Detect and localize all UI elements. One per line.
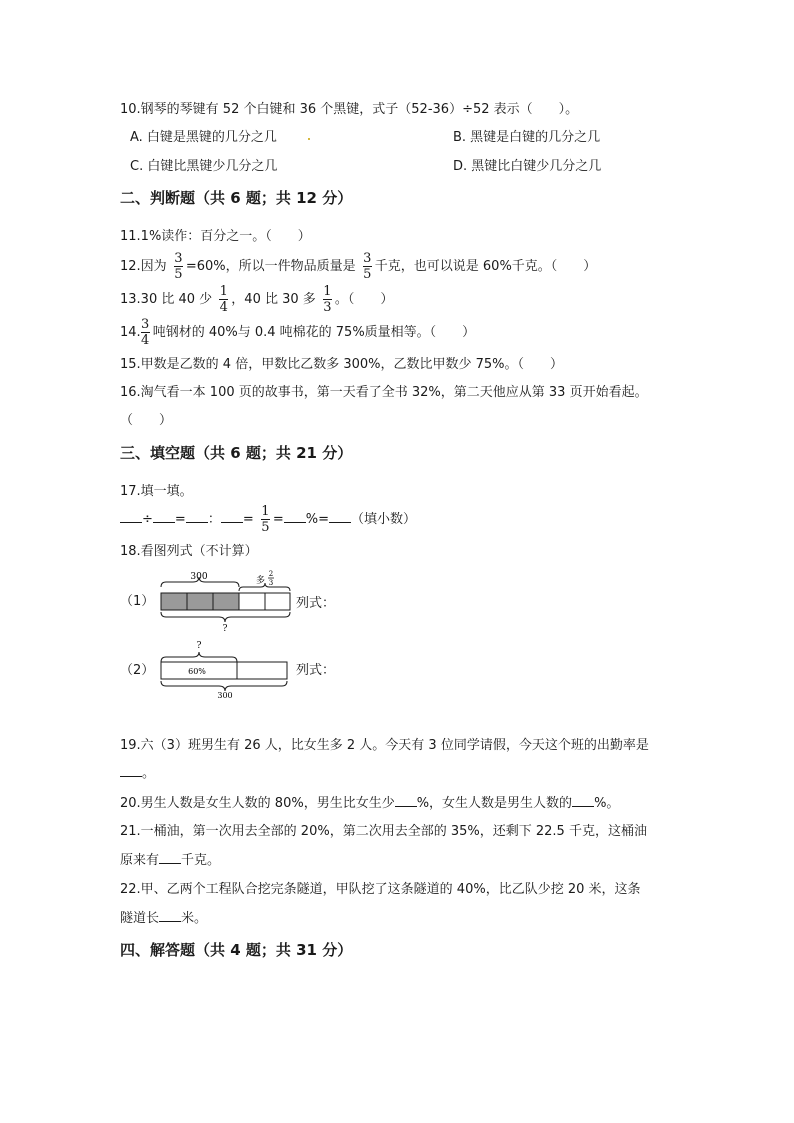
q13-text-c: 。（ ） — [334, 292, 394, 307]
q14 — [120, 318, 475, 348]
q20-text-a: 20.男生人数是女生人数的 80%，男生比女生少 — [120, 796, 395, 811]
diagram1-more-frac-den: 3 — [268, 579, 274, 587]
q19-blank — [120, 764, 142, 777]
q18-diagram-2 — [155, 638, 295, 700]
q17-colon: ： — [207, 512, 221, 527]
diagram2-top-brace — [161, 652, 237, 662]
q17-eq-2: = — [242, 512, 254, 527]
section3-title: 三、填空题（共 6 题；共 21 分） — [120, 444, 353, 462]
q10-option-d: D. 黑键比白键少几分之几 — [453, 159, 602, 174]
q14-text-a: 14. — [120, 325, 141, 340]
q19-line2 — [120, 764, 155, 784]
diagram1-more-frac-num: 2 — [268, 570, 274, 578]
q17-blank-2 — [153, 510, 175, 523]
q17-fraction — [261, 505, 270, 534]
diagram2-percent-label: 60% — [188, 667, 206, 676]
q17-frac-num: 1 — [261, 504, 270, 519]
q12-frac1-num: 3 — [174, 251, 183, 266]
q11: 11.1%读作：百分之一。（ ） — [120, 229, 311, 244]
q12-text-a: 12.因为 — [120, 259, 167, 274]
q12-fraction-2 — [363, 252, 372, 281]
q12-frac2-den: 5 — [363, 267, 372, 282]
q18-p1-label: （1） — [120, 594, 155, 609]
q13 — [120, 285, 393, 315]
q10-stem: 10.钢琴的琴键有 52 个白键和 36 个黑键，式子（52-36）÷52 表示（ ）。 — [120, 102, 579, 117]
q20-blank-2 — [572, 794, 594, 807]
q18-p1-formula-label: 列式： — [296, 596, 336, 611]
q12 — [120, 252, 596, 282]
section4-title: 四、解答题（共 4 题；共 31 分） — [120, 941, 353, 959]
q13-fraction-1 — [219, 285, 228, 314]
diagram1-question-mark: ? — [222, 624, 228, 634]
q10-option-a: A. 白键是黑键的几分之几 — [130, 130, 277, 145]
q21-line2 — [120, 851, 220, 871]
diagram1-shaded-bar — [161, 593, 239, 610]
q19-end: 。 — [142, 766, 156, 781]
q18-p2-formula-label: 列式： — [296, 663, 336, 678]
q13-text-a: 13.30 比 40 少 — [120, 292, 213, 307]
q14-frac-den: 4 — [141, 333, 150, 348]
q16-line2: （ ） — [120, 413, 173, 428]
diagram2-bottom-value: 300 — [217, 691, 233, 700]
q21-text-a: 原来有 — [120, 853, 160, 868]
q22-text-b: 米。 — [181, 911, 208, 926]
q13-text-b: ，40 比 30 多 — [231, 292, 316, 307]
stray-dot — [308, 138, 310, 140]
q10-option-b: B. 黑键是白键的几分之几 — [453, 130, 601, 145]
q17-eq-3: = — [272, 512, 284, 527]
q13-fraction-2 — [323, 285, 332, 314]
q14-fraction — [141, 318, 150, 347]
q22-text-a: 隧道长 — [120, 911, 160, 926]
q10-option-c: C. 白键比黑键少几分之几 — [130, 159, 278, 174]
diagram2-bottom-brace — [161, 681, 287, 691]
q12-frac2-num: 3 — [363, 251, 372, 266]
q12-text-b: =60%，所以一件物品质量是 — [185, 259, 356, 274]
diagram1-top-value: 300 — [190, 572, 208, 582]
q18-p2-label: （2） — [120, 663, 155, 678]
q19-line1: 19.六（3）班男生有 26 人，比女生多 2 人。今天有 3 位同学请假，今天这个班的出勤率是 — [120, 738, 649, 753]
q14-text-b: 吨钢材的 40%与 0.4 吨棉花的 75%质量相等。（ ） — [152, 325, 476, 340]
q21-blank — [159, 851, 181, 864]
q21-text-b: 千克。 — [181, 853, 221, 868]
q15: 15.甲数是乙数的 4 倍，甲数比乙数多 300%，乙数比甲数少 75%。（ ） — [120, 357, 564, 372]
q22-line2 — [120, 909, 207, 929]
q17-blank-5 — [284, 510, 306, 523]
q17-pct: %= — [305, 512, 330, 527]
q12-fraction-1 — [174, 252, 183, 281]
q14-frac-num: 3 — [141, 317, 150, 332]
q17-eq-1: = — [174, 512, 186, 527]
q17-blank-6 — [329, 510, 351, 523]
q13-frac1-num: 1 — [219, 284, 228, 299]
diagram1-more-label: 多 — [256, 576, 266, 586]
q20-text-c: %。 — [594, 796, 620, 811]
q22-line1: 22.甲、乙两个工程队合挖完条隧道，甲队挖了这条隧道的 40%，比乙队少挖 20 米，这条 — [120, 882, 641, 897]
q12-frac1-den: 5 — [174, 267, 183, 282]
q17-note: （填小数） — [351, 512, 417, 527]
q22-blank — [159, 909, 181, 922]
diagram2-question-mark: ? — [196, 641, 202, 651]
diagram1-more-brace — [239, 583, 290, 591]
q18-diagram-1 — [155, 565, 295, 635]
q17-blank-1 — [120, 510, 142, 523]
q18-stem: 18.看图列式（不计算） — [120, 544, 258, 559]
q21-line1: 21.一桶油，第一次用去全部的 20%，第二次用去全部的 35%，还剩下 22.5 千克，这桶油 — [120, 824, 647, 839]
q20-text-b: %，女生人数是男生人数的 — [416, 796, 573, 811]
q17-stem: 17.填一填。 — [120, 484, 193, 499]
q17-blank-4 — [221, 510, 243, 523]
q17-blank-3 — [186, 510, 208, 523]
q20 — [120, 794, 619, 814]
q16-line1: 16.淘气看一本 100 页的故事书，第一天看了全书 32%，第二天他应从第 33 页开始看起。 — [120, 385, 648, 400]
diagram2-bar — [161, 662, 287, 679]
q17-frac-den: 5 — [261, 520, 270, 535]
q13-frac1-den: 4 — [219, 300, 228, 315]
q13-frac2-num: 1 — [323, 284, 332, 299]
diagram1-bottom-brace — [161, 612, 290, 622]
q20-blank-1 — [395, 794, 417, 807]
q17-fill-line — [120, 505, 416, 535]
q17-div-sign: ÷ — [142, 512, 153, 527]
section2-title: 二、判断题（共 6 题；共 12 分） — [120, 189, 353, 207]
q13-frac2-den: 3 — [323, 300, 332, 315]
q12-text-c: 千克，也可以说是 60%千克。（ ） — [374, 259, 597, 274]
